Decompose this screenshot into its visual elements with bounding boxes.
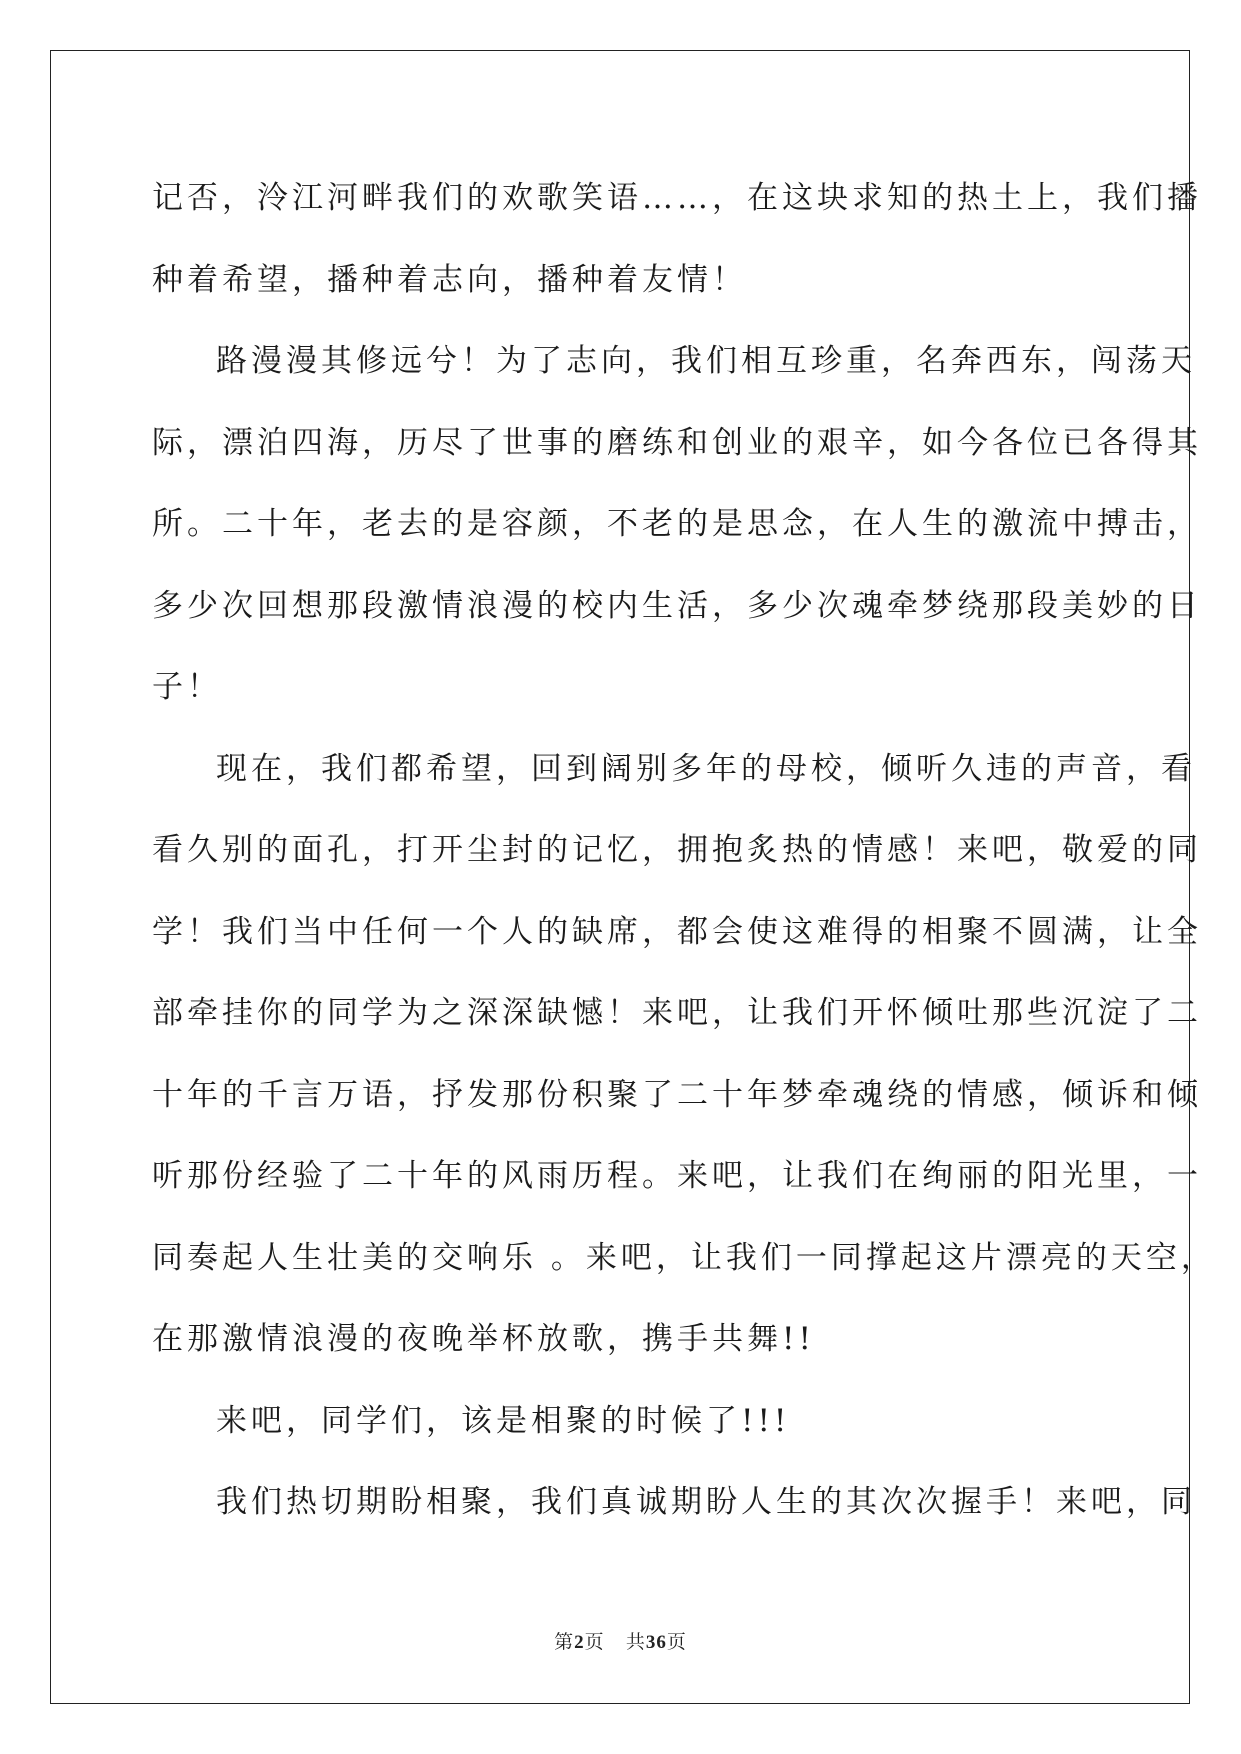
text-line: 在那激情浪漫的夜晚举杯放歌，携手共舞!! — [152, 1321, 815, 1357]
text-line: 看久别的面孔，打开尘封的记忆，拥抱炙热的情感！来吧，敬爱的同 — [152, 832, 1202, 868]
page-footer — [0, 1627, 1241, 1654]
footer-prefix: 第 — [554, 1631, 575, 1653]
footer-page-suffix: 页 — [584, 1631, 605, 1653]
text-line: 子！ — [152, 669, 222, 705]
text-line: 多少次回想那段激情浪漫的校内生活，多少次魂牵梦绕那段美妙的日 — [152, 587, 1202, 624]
text-line: 种着希望，播种着志向，播种着友情！ — [152, 261, 747, 298]
text-line: 听那份经验了二十年的风雨历程。来吧，让我们在绚丽的阳光里，一 — [152, 1158, 1202, 1194]
page-number: 2 — [574, 1632, 585, 1653]
footer-total-suffix: 页 — [666, 1631, 687, 1653]
text-line: 我们热切期盼相聚，我们真诚期盼人生的其次次握手！来吧，同 — [216, 1484, 1196, 1520]
text-line: 际，漂泊四海，历尽了世事的磨练和创业的艰辛，如今各位已各得其 — [152, 424, 1202, 461]
total-pages: 36 — [645, 1632, 667, 1653]
text-line: 所。二十年，老去的是容颜，不老的是思念，在人生的激流中搏击， — [152, 506, 1202, 542]
footer-total-prefix: 共 — [625, 1631, 646, 1653]
text-line: 路漫漫其修远兮！为了志向，我们相互珍重，名奔西东，闯荡天 — [216, 343, 1196, 379]
document-body — [152, 158, 1216, 1544]
text-line: 十年的千言万语，抒发那份积聚了二十年梦牵魂绕的情感，倾诉和倾 — [152, 1076, 1202, 1113]
text-line: 部牵挂你的同学为之深深缺憾！来吧，让我们开怀倾吐那些沉淀了二 — [152, 995, 1202, 1031]
text-line: 现在，我们都希望，回到阔别多年的母校，倾听久违的声音，看 — [216, 750, 1196, 787]
text-line: 记否，泠江河畔我们的欢歌笑语……，在这块求知的热土上，我们播 — [152, 180, 1202, 216]
text-line: 同奏起人生壮美的交响乐 。来吧，让我们一同撑起这片漂亮的天空， — [152, 1239, 1216, 1276]
text-line: 来吧，同学们，该是相聚的时候了!!! — [216, 1402, 791, 1439]
text-line: 学！我们当中任何一个人的缺席，都会使这难得的相聚不圆满，让全 — [152, 913, 1202, 950]
